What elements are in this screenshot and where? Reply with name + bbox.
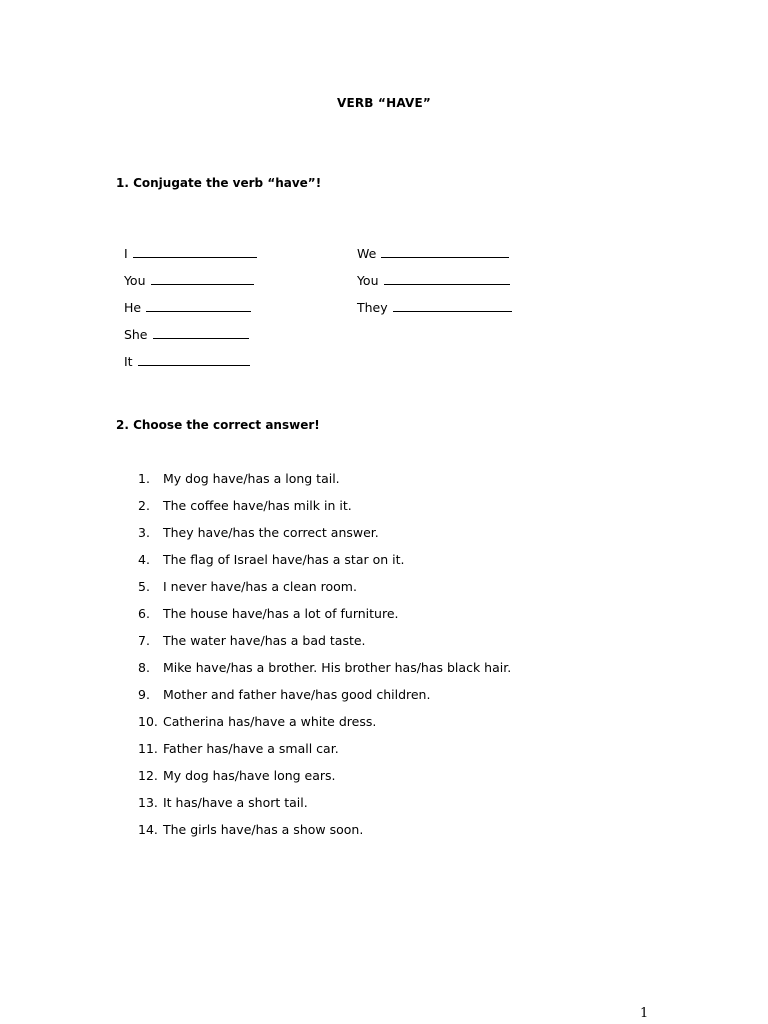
pronoun-label: You [123, 273, 146, 288]
item-text: The girls have/has a show soon. [163, 822, 364, 837]
item-text: Catherina has/have a white dress. [163, 714, 377, 729]
item-text: The house have/has a lot of furniture. [163, 606, 399, 621]
item-text: They have/has the correct answer. [163, 525, 379, 540]
item-number: 3. [138, 525, 150, 540]
item-number: 2. [138, 498, 150, 513]
pronoun-label: We [356, 246, 377, 261]
answer-blank [138, 353, 250, 366]
item-text: The coffee have/has milk in it. [163, 498, 352, 513]
answer-blank [393, 299, 512, 312]
page-title: VERB “HAVE” [336, 96, 432, 110]
item-text: The water have/has a bad taste. [163, 633, 366, 648]
item-number: 6. [138, 606, 150, 621]
item-number: 14. [138, 822, 158, 837]
item-number: 13. [138, 795, 158, 810]
item-number: 1. [138, 471, 150, 486]
item-number: 11. [138, 741, 158, 756]
item-text: It has/have a short tail. [163, 795, 308, 810]
conjugation-row-it [116, 338, 250, 369]
item-text: My dog has/have long ears. [163, 768, 336, 783]
item-text: My dog have/has a long tail. [163, 471, 340, 486]
pronoun-label: She [123, 327, 148, 342]
item-number: 7. [138, 633, 150, 648]
conjugation-row-they [349, 284, 512, 315]
item-number: 12. [138, 768, 158, 783]
item-text: Mother and father have/has good children. [163, 687, 431, 702]
pronoun-label: You [356, 273, 379, 288]
section-1-heading: 1. Conjugate the verb “have”! [116, 176, 322, 190]
item-number: 5. [138, 579, 150, 594]
pronoun-label: I [123, 246, 128, 261]
item-number: 8. [138, 660, 150, 675]
pronoun-label: He [123, 300, 142, 315]
item-text: Mike have/has a brother. His brother has/has black hair. [163, 660, 512, 675]
page-number: 1 [640, 1006, 649, 1021]
pronoun-label: They [356, 300, 388, 315]
item-text: The flag of Israel have/has a star on it. [163, 552, 405, 567]
item-number: 10. [138, 714, 158, 729]
item-number: 9. [138, 687, 150, 702]
section-2-heading: 2. Choose the correct answer! [116, 418, 320, 432]
item-text: Father has/have a small car. [163, 741, 339, 756]
item-number: 4. [138, 552, 150, 567]
pronoun-label: It [123, 354, 133, 369]
item-text: I never have/has a clean room. [163, 579, 357, 594]
